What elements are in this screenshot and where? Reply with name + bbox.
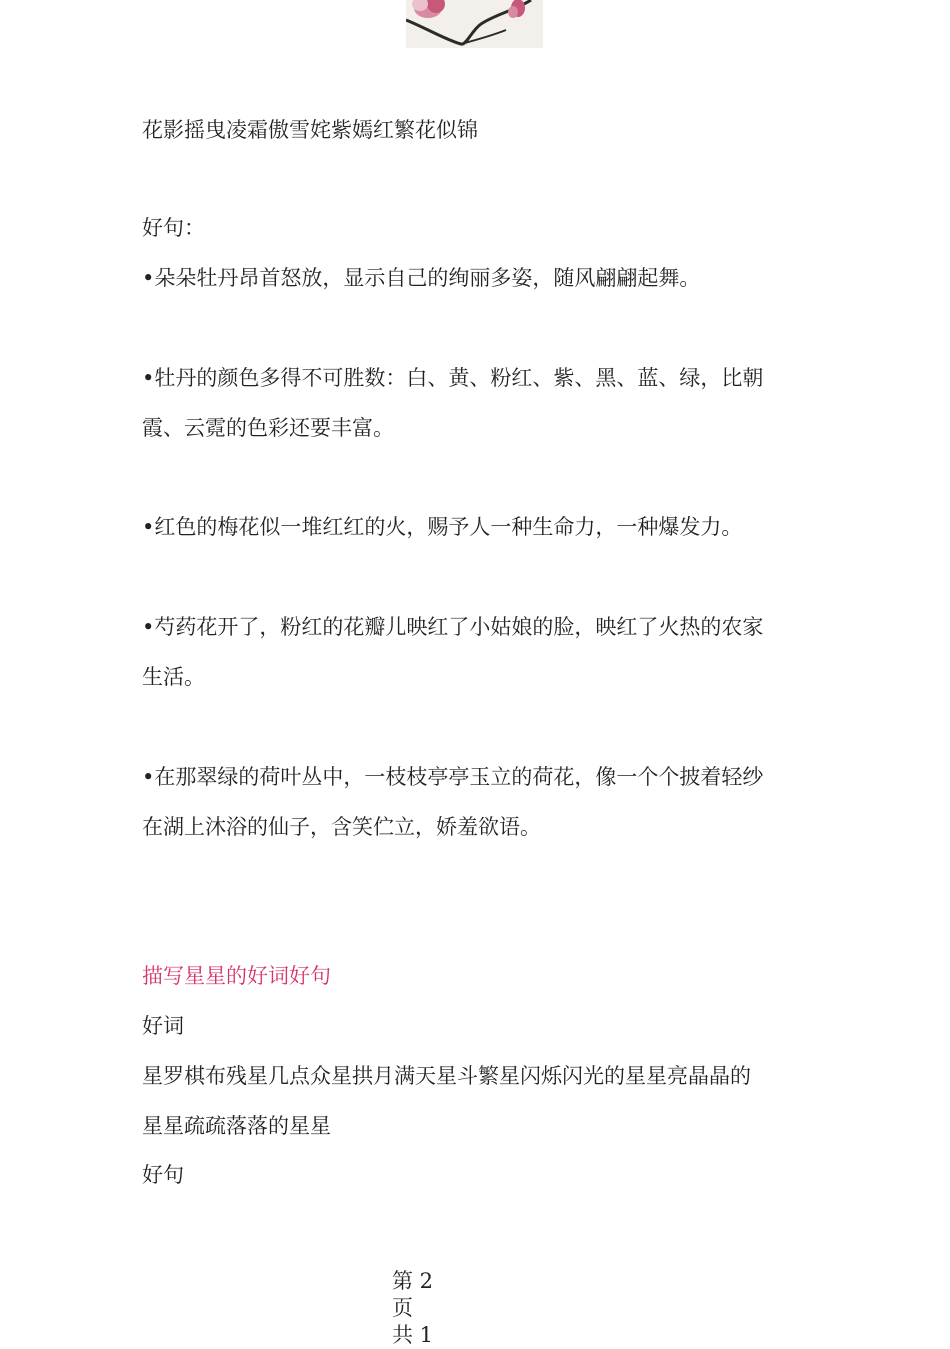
- sentence-peony-2-line1: •牡丹的颜色多得不可胜数：白、黄、粉红、紫、黑、蓝、绿，比朝: [142, 366, 764, 390]
- good-sentences-label: 好句：: [142, 216, 205, 240]
- magnolia-illustration: [406, 0, 543, 48]
- page-total-line: 共 1: [392, 1323, 434, 1347]
- sentence-peony-herb-line1: •芍药花开了，粉红的花瓣儿映红了小姑娘的脸，映红了火热的农家: [142, 615, 764, 639]
- star-section-heading: 描写星星的好词好句: [142, 964, 331, 988]
- flower-words-line: 花影摇曳凌霜傲雪姹紫嫣红繁花似锦: [142, 118, 478, 142]
- magnolia-flower-icon: [406, 0, 543, 48]
- sentence-peony-herb-line2: 生活。: [142, 665, 205, 689]
- sentence-plum: •红色的梅花似一堆红红的火，赐予人一种生命力，一种爆发力。: [142, 515, 743, 539]
- page-label-line: 页: [392, 1296, 413, 1320]
- page-footer: [392, 1268, 452, 1349]
- star-words-line2: 星星疏疏落落的星星: [142, 1114, 331, 1138]
- star-words-line1: 星罗棋布残星几点众星拱月满天星斗繁星闪烁闪光的星星亮晶晶的: [142, 1064, 751, 1088]
- sentence-peony-2-line2: 霞、云霓的色彩还要丰富。: [142, 416, 394, 440]
- sentence-lotus-line2: 在湖上沐浴的仙子，含笑伫立，娇羞欲语。: [142, 815, 541, 839]
- star-sentences-label: 好句: [142, 1163, 184, 1187]
- sentence-peony-1: •朵朵牡丹昂首怒放，显示自己的绚丽多姿，随风翩翩起舞。: [142, 266, 701, 290]
- page-number-line: 第 2: [392, 1269, 434, 1293]
- sentence-lotus-line1: •在那翠绿的荷叶丛中，一枝枝亭亭玉立的荷花，像一个个披着轻纱: [142, 765, 764, 789]
- star-words-label: 好词: [142, 1014, 184, 1038]
